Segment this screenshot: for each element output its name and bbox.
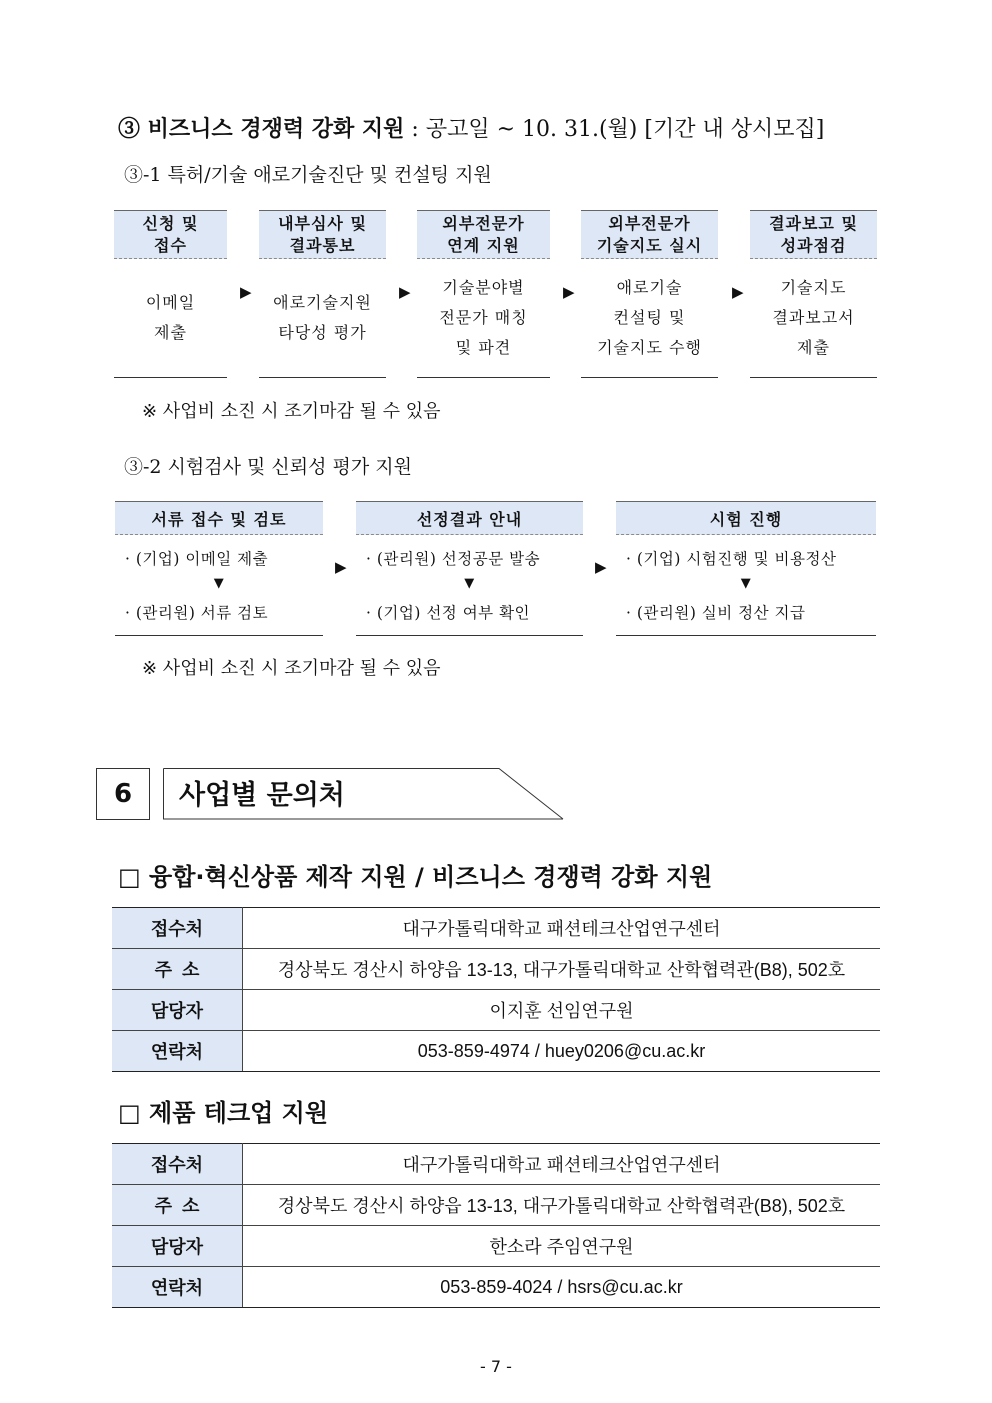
process2-step-body: · (기업) 이메일 제출 ▼ · (관리원) 서류 검토 — [115, 535, 323, 636]
process1-step — [259, 210, 386, 378]
row-label: 주 소 — [112, 1185, 243, 1226]
row-value: 이지훈 선임연구원 — [243, 990, 881, 1031]
table-row — [112, 949, 880, 990]
process1-step-body: 애로기술 컨설팅 및 기술지도 수행 — [581, 259, 718, 378]
process2-step-header: 서류 접수 및 검토 — [115, 501, 323, 535]
row-label: 접수처 — [112, 1144, 243, 1185]
arrow-down-icon: ▼ — [213, 576, 225, 591]
process2-step-body: · (관리원) 선정공문 발송 ▼ · (기업) 선정 여부 확인 — [356, 535, 583, 636]
process1-step-body: 기술분야별 전문가 매칭 및 파견 — [417, 259, 550, 378]
contact-table — [112, 907, 880, 1072]
note-early-close: ※ 사업비 소진 시 조기마감 될 수 있음 — [142, 401, 441, 422]
row-value: 대구가톨릭대학교 패션테크산업연구센터 — [243, 1144, 881, 1185]
subsection-title-1: ③-1 특허/기술 애로기술진단 및 컨설팅 지원 — [124, 164, 492, 186]
process1-step — [750, 210, 877, 378]
section-number: 6 — [96, 768, 150, 820]
process1-step — [114, 210, 227, 378]
contact-group-heading: □ 융합·혁신상품 제작 지원 / 비즈니스 경쟁력 강화 지원 — [118, 863, 713, 891]
process1-step — [417, 210, 550, 378]
row-value: 경상북도 경산시 하양읍 13-13, 대구가톨릭대학교 산학협력관(B8), 502호 — [243, 949, 881, 990]
row-value: 대구가톨릭대학교 패션테크산업연구센터 — [243, 908, 881, 949]
section-heading — [118, 112, 824, 143]
row-label: 연락처 — [112, 1031, 243, 1072]
process1-step-body: 애로기술지원 타당성 평가 — [259, 259, 386, 378]
subsection-title-2: ③-2 시험검사 및 신뢰성 평가 지원 — [124, 456, 412, 478]
row-label: 담당자 — [112, 1226, 243, 1267]
row-value: 경상북도 경산시 하양읍 13-13, 대구가톨릭대학교 산학협력관(B8), 502호 — [243, 1185, 881, 1226]
process1-step-body: 기술지도 결과보고서 제출 — [750, 259, 877, 378]
row-value: 053-859-4974 / huey0206@cu.ac.kr — [243, 1031, 881, 1072]
process2-step-header: 시험 진행 — [616, 501, 876, 535]
row-label: 연락처 — [112, 1267, 243, 1308]
process1-step-header: 외부전문가 연계 지원 — [417, 210, 550, 259]
process2-step — [115, 501, 323, 636]
process2-step-body: · (기업) 시험진행 및 비용정산 ▼ · (관리원) 실비 정산 지급 — [616, 535, 876, 636]
process2-step-header: 선정결과 안내 — [356, 501, 583, 535]
process1-step-body: 이메일 제출 — [114, 259, 227, 378]
arrow-right-icon: ▶ — [732, 283, 744, 301]
process1-step — [581, 210, 718, 378]
row-label: 접수처 — [112, 908, 243, 949]
table-row — [112, 1267, 880, 1308]
process2-step — [616, 501, 876, 636]
arrow-down-icon: ▼ — [464, 576, 475, 591]
table-row — [112, 1144, 880, 1185]
arrow-right-icon: ▶ — [335, 558, 347, 576]
row-label: 담당자 — [112, 990, 243, 1031]
table-row — [112, 990, 880, 1031]
arrow-right-icon: ▶ — [399, 283, 411, 301]
section-heading-title: ③ 비즈니스 경쟁력 강화 지원 — [118, 116, 405, 142]
arrow-down-icon: ▼ — [740, 576, 752, 591]
contact-table — [112, 1143, 880, 1308]
section-title: 사업별 문의처 — [179, 780, 345, 811]
arrow-right-icon: ▶ — [240, 283, 252, 301]
note-early-close: ※ 사업비 소진 시 조기마감 될 수 있음 — [142, 658, 441, 679]
table-row — [112, 908, 880, 949]
process1-step-header: 내부심사 및 결과통보 — [259, 210, 386, 259]
section-heading-period: : 공고일 ~ 10. 31.(월) [기간 내 상시모집] — [404, 117, 825, 142]
row-value: 053-859-4024 / hsrs@cu.ac.kr — [243, 1267, 881, 1308]
row-value: 한소라 주임연구원 — [243, 1226, 881, 1267]
arrow-right-icon: ▶ — [595, 558, 607, 576]
table-row — [112, 1226, 880, 1267]
arrow-right-icon: ▶ — [563, 283, 575, 301]
page-number: - 7 - — [480, 1357, 512, 1376]
process1-step-header: 외부전문가 기술지도 실시 — [581, 210, 718, 259]
table-row — [112, 1185, 880, 1226]
table-row — [112, 1031, 880, 1072]
contact-group-heading: □ 제품 테크업 지원 — [118, 1099, 329, 1127]
process2-step — [356, 501, 583, 636]
process1-step-header: 결과보고 및 성과점검 — [750, 210, 877, 259]
process1-step-header: 신청 및 접수 — [114, 210, 227, 259]
row-label: 주 소 — [112, 949, 243, 990]
